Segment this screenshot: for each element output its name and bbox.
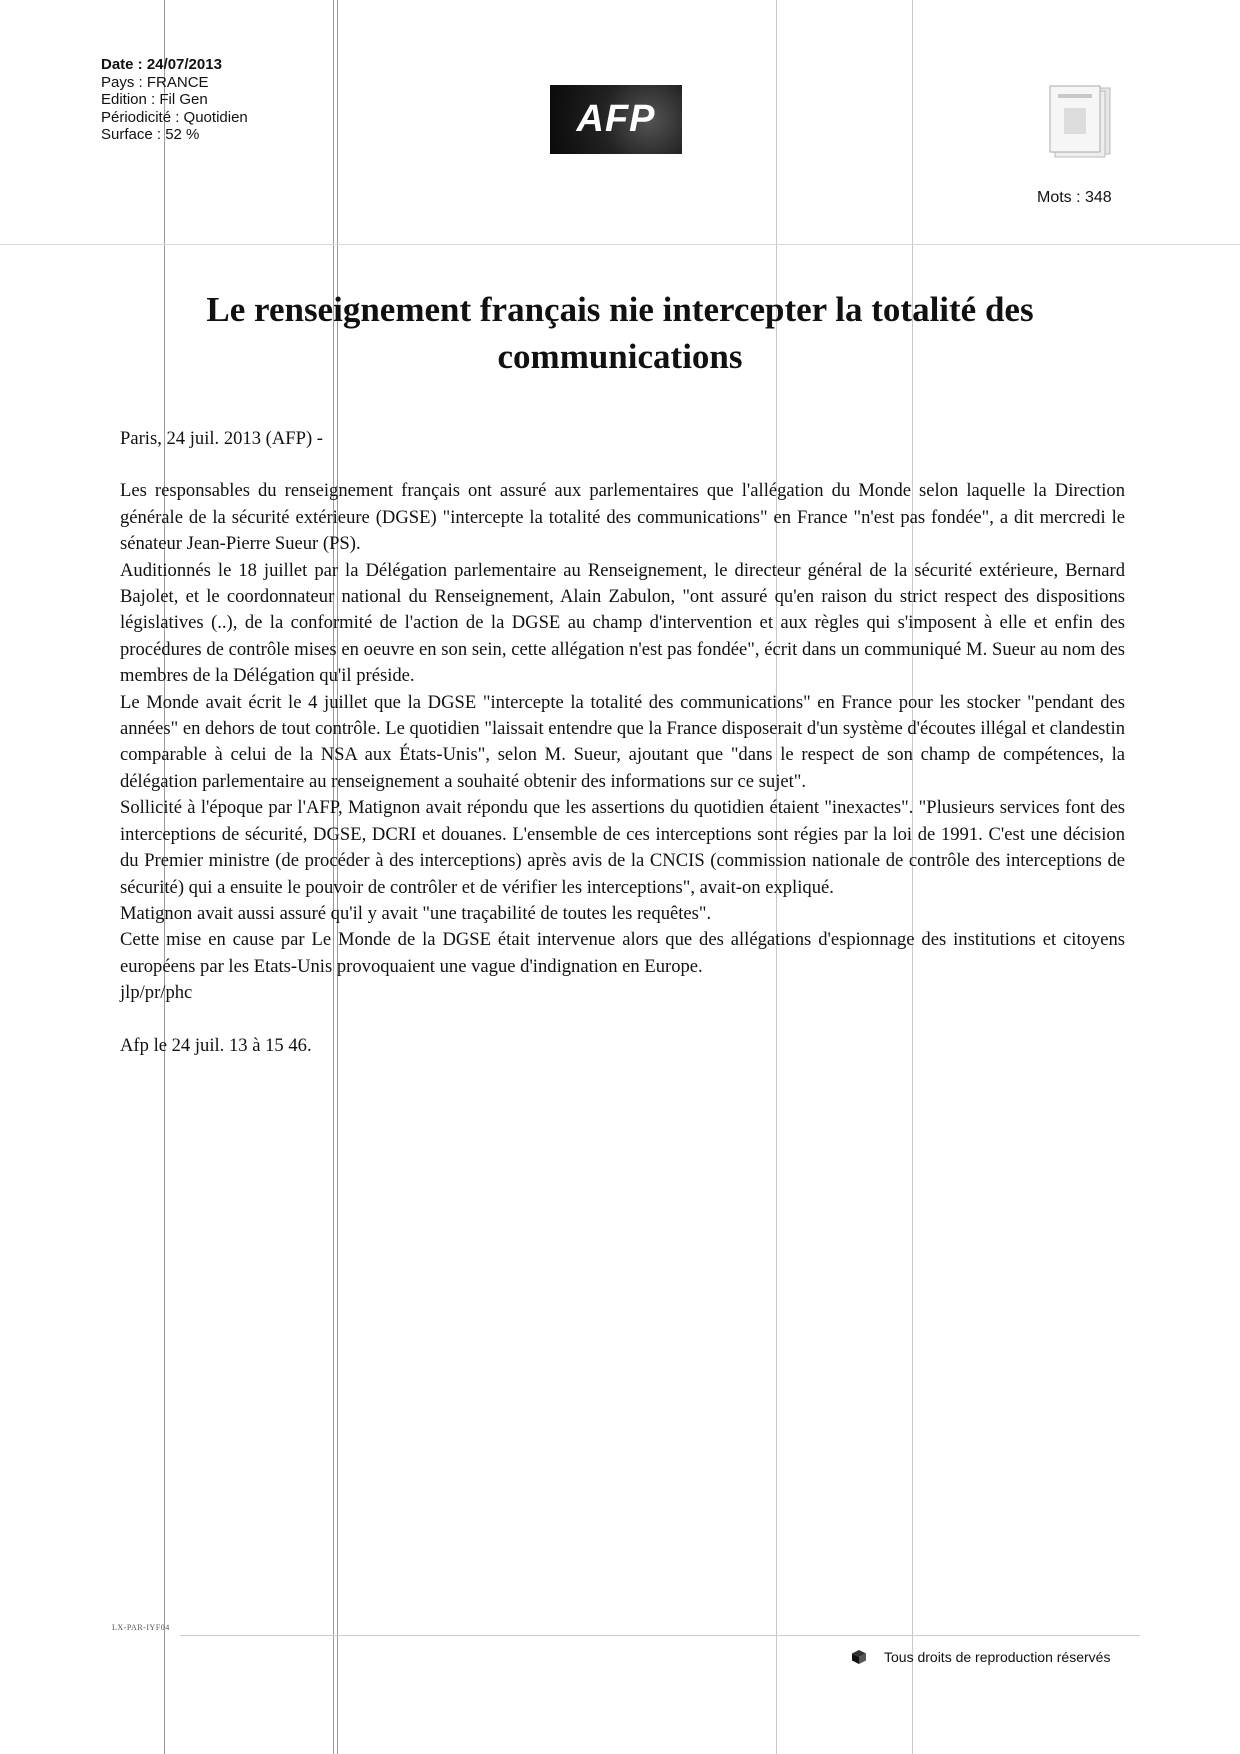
article-initials: jlp/pr/phc <box>120 982 193 1004</box>
reference-code: LX-PAR-IYF04 <box>112 1623 170 1632</box>
header-divider <box>0 244 1240 245</box>
rights-text: Tous droits de reproduction réservés <box>884 1649 1111 1665</box>
afp-logo <box>550 85 682 154</box>
clipping-metadata <box>101 56 248 144</box>
article-dateline: Paris, 24 juil. 2013 (AFP) - <box>120 428 323 449</box>
footer-divider <box>180 1635 1140 1636</box>
article-paragraph: Matignon avait aussi assuré qu'il y avait "une traçabilité de toutes les requêtes". <box>120 902 712 924</box>
word-count: Mots : 348 <box>1037 189 1112 206</box>
meta-periodicity: Périodicité : Quotidien <box>101 108 248 126</box>
meta-surface: Surface : 52 % <box>101 126 200 143</box>
meta-date: Date : 24/07/2013 <box>101 56 222 73</box>
article-signoff: Afp le 24 juil. 13 à 15 46. <box>120 1034 312 1056</box>
article-body <box>120 426 1125 1059</box>
article-title: Le renseignement français nie intercepter la totalité des communications <box>206 290 1034 376</box>
article-paragraph: Le Monde avait écrit le 4 juillet que la DGSE "intercepte la totalité des communications" en France pour les stocker "pendant des années" en dehors de tout contrôle. Le quotidien "laissait entendre que la France disposerait d'un système d'écoutes illégal et clandestin comparable à celui de la NSA aux États-Unis", selon M. Sueur, ajoutant que "dans le respect de son champ de compétences, la délégation parlementaire au renseignement a souhaité obtenir des informations sur ce sujet". <box>120 691 1125 792</box>
rights-notice <box>852 1649 1110 1665</box>
cube-icon <box>852 1650 866 1664</box>
meta-country: Pays : FRANCE <box>101 73 209 91</box>
article-paragraph: Cette mise en cause par Le Monde de la DGSE était intervenue alors que des allégations d'espionnage des institutions et citoyens européens par les Etats-Unis provoquaient une vague d'indignation en Europe. <box>120 929 1125 977</box>
afp-logo-text: AFP <box>576 98 656 140</box>
article-paragraph: Sollicité à l'époque par l'AFP, Matignon avait répondu que les assertions du quotidien étaient "inexactes". "Plusieurs services font des interceptions de sécurité, DGSE, DCRI et douanes. L'ensemble de ces interceptions sont régies par la loi de 1991. C'est une décision du Premier ministre (de procéder à des interceptions) après avis de la CNCIS (commission nationale de contrôle des interceptions de sécurité) qui a ensuite le pouvoir de contrôler et de vérifier les interceptions", avait-on expliqué. <box>120 797 1125 898</box>
article-paragraph: Auditionnés le 18 juillet par la Délégation parlementaire au Renseignement, le directeur général de la sécurité extérieure, Bernard Bajolet, et le coordonnateur national du Renseignement, Alain Zabulon, "ont assuré qu'en raison du strict respect des dispositions législatives (..), de la conformité de l'action de la DGSE au champ d'intervention et aux règles qui s'imposent à elle et enfin des procédures de contrôle mises en oeuvre en son sein, cette allégation n'est pas fondée", écrit dans un communiqué M. Sueur au nom des membres de la Délégation qu'il préside. <box>120 559 1125 687</box>
article-paragraph: Les responsables du renseignement français ont assuré aux parlementaires que l'allégation du Monde selon laquelle la Direction générale de la sécurité extérieure (DGSE) "intercepte la totalité des communications" en France "n'est pas fondée", a dit mercredi le sénateur Jean-Pierre Sueur (PS). <box>120 480 1125 555</box>
meta-edition: Edition : Fil Gen <box>101 91 208 108</box>
document-stack-icon <box>1046 84 1116 158</box>
